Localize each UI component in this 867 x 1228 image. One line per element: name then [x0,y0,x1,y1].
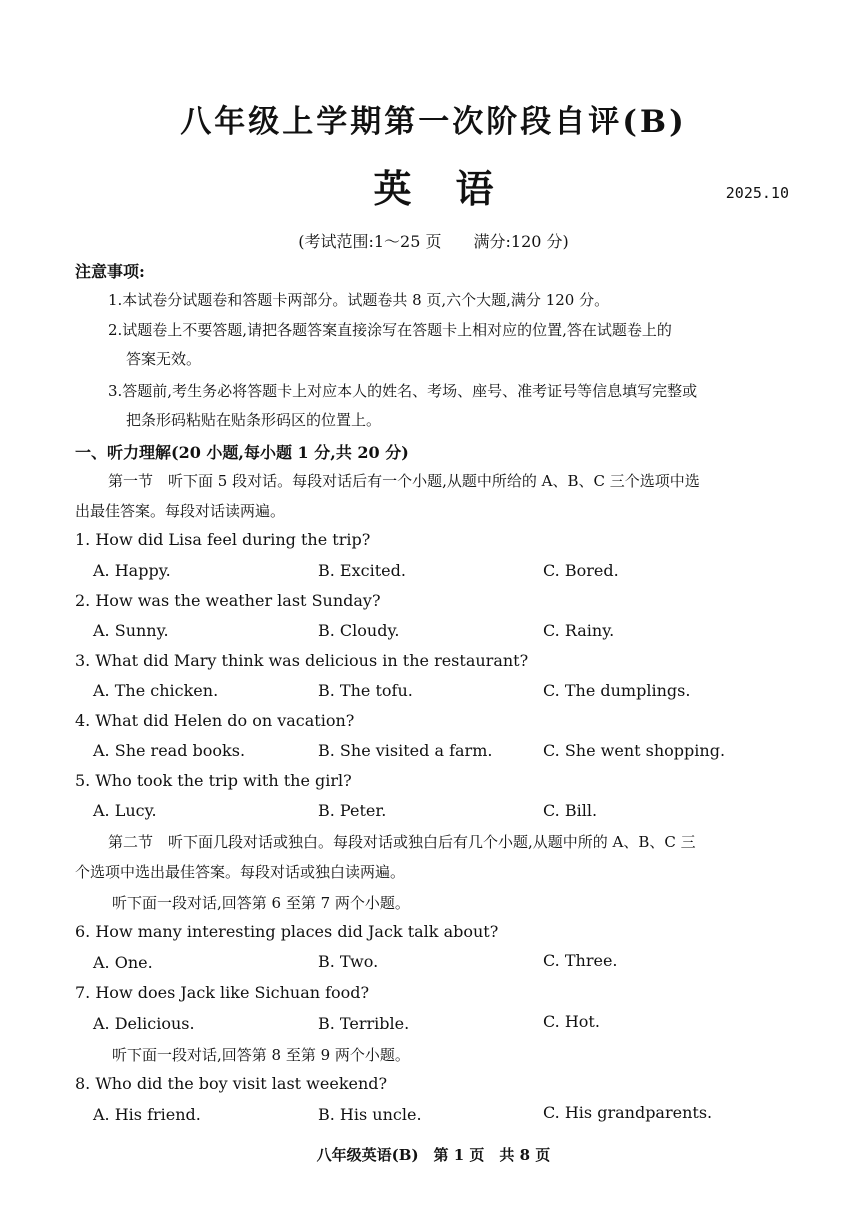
part-instruction: 第二节 听下面几段对话或独白。每段对话或独白后有几个小题,从题中所的 A、B、C 三 [108,833,696,851]
notice-heading: 注意事项: [75,262,145,281]
subject-title: 英语 [373,166,538,211]
page-footer: 八年级英语(B) 第 1 页 共 8 页 [316,1146,551,1164]
option-c: C. Three. [543,951,618,970]
option-c: C. The dumplings. [543,681,691,700]
option-c: C. His grandparents. [543,1103,713,1122]
exam-date: 2025.10 [725,184,789,202]
option-b: B. Peter. [318,801,387,820]
option-a: A. Sunny. [93,621,169,640]
option-a: A. She read books. [93,741,246,760]
option-b: B. The tofu. [318,681,413,700]
option-b: B. She visited a farm. [318,741,493,760]
option-c: C. She went shopping. [543,741,726,760]
notice-item: 把条形码粘贴在贴条形码区的位置上。 [126,411,382,429]
exam-title: 八年级上学期第一次阶段自评(B) [180,104,687,140]
notice-item: 3.答题前,考生务必将答题卡上对应本人的姓名、考场、座号、准考证号等信息填写完整或 [108,382,698,400]
option-b: B. Cloudy. [318,621,400,640]
option-b: B. Excited. [318,561,406,580]
dialogue-instruction: 听下面一段对话,回答第 8 至第 9 两个小题。 [112,1046,410,1064]
option-a: A. Lucy. [93,801,157,820]
option-c: C. Hot. [543,1012,600,1031]
option-a: A. The chicken. [93,681,219,700]
option-c: C. Rainy. [543,621,615,640]
option-c: C. Bill. [543,801,598,820]
notice-item: 1.本试卷分试题卷和答题卡两部分。试题卷共 8 页,六个大题,满分 120 分。 [108,291,610,309]
section-heading: 一、听力理解(20 小题,每小题 1 分,共 20 分) [75,443,409,462]
question-stem: 4. What did Helen do on vacation? [75,711,355,730]
exam-scope: (考试范围:1～25 页 满分:120 分) [298,232,569,251]
option-b: B. Terrible. [318,1014,410,1033]
option-b: B. His uncle. [318,1105,422,1124]
option-a: A. One. [93,953,153,972]
option-b: B. Two. [318,952,379,971]
question-stem: 6. How many interesting places did Jack talk about? [75,922,499,941]
part-instruction: 第一节 听下面 5 段对话。每段对话后有一个小题,从题中所给的 A、B、C 三个选项中选 [108,472,700,490]
option-c: C. Bored. [543,561,619,580]
dialogue-instruction: 听下面一段对话,回答第 6 至第 7 两个小题。 [112,894,410,912]
question-stem: 2. How was the weather last Sunday? [75,591,381,610]
option-a: A. Happy. [93,561,171,580]
option-a: A. Delicious. [93,1014,195,1033]
option-a: A. His friend. [93,1105,201,1124]
question-stem: 7. How does Jack like Sichuan food? [75,983,370,1002]
question-stem: 3. What did Mary think was delicious in the restaurant? [75,651,529,670]
question-stem: 5. Who took the trip with the girl? [75,771,352,790]
part-instruction: 个选项中选出最佳答案。每段对话或独白读两遍。 [75,863,406,881]
question-stem: 8. Who did the boy visit last weekend? [75,1074,388,1093]
notice-item: 2.试题卷上不要答题,请把各题答案直接涂写在答题卡上相对应的位置,答在试题卷上的 [108,321,672,339]
question-stem: 1. How did Lisa feel during the trip? [75,530,371,549]
notice-item: 答案无效。 [126,350,202,368]
part-instruction: 出最佳答案。每段对话读两遍。 [75,502,286,520]
